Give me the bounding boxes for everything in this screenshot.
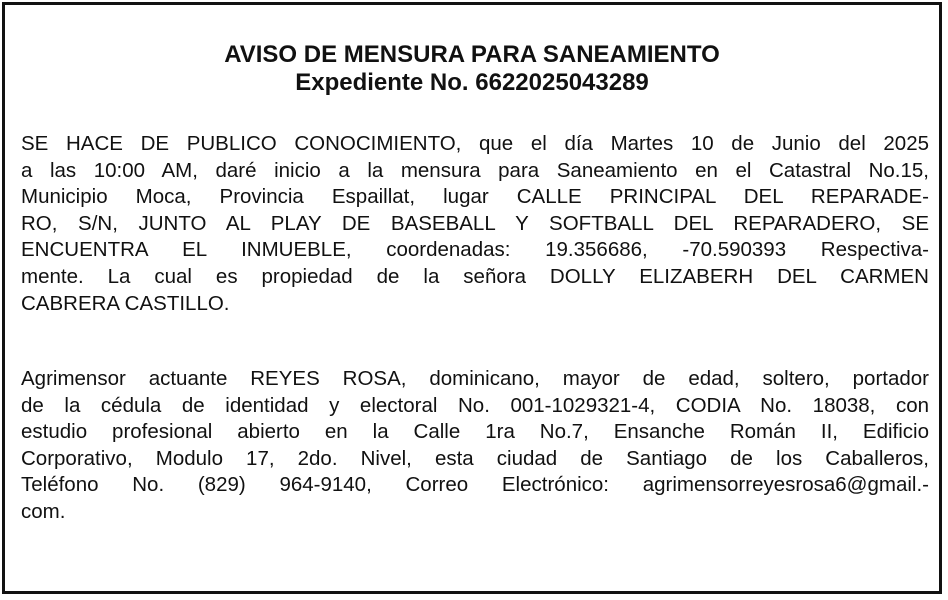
paragraph-line: Corporativo, Modulo 17, 2do. Nivel, esta ciudad de Santiago de los Caballeros,: [21, 446, 929, 470]
surveyor-paragraph: [21, 366, 929, 526]
paragraph-line: SE HACE DE PUBLICO CONOCIMIENTO, que el día Martes 10 de Junio del 2025: [21, 132, 929, 155]
notice-title: AVISO DE MENSURA PARA SANEAMIENTO: [224, 41, 720, 68]
paragraph-line: com.: [21, 499, 66, 523]
paragraph-line: estudio profesional abierto en la Calle 1ra No.7, Ensanche Román II, Edificio: [21, 420, 929, 444]
paragraph-line: Agrimensor actuante REYES ROSA, dominicano, mayor de edad, soltero, portador: [21, 367, 929, 390]
paragraph-line: de la cédula de identidad y electoral No. 001-1029321-4, CODIA No. 18038, con: [21, 393, 929, 417]
notice-heading: [5, 41, 939, 97]
paragraph-line: mente. La cual es propiedad de la señora DOLLY ELIZABERH DEL CARMEN: [21, 264, 929, 288]
expediente-number: Expediente No. 6622025043289: [295, 69, 649, 96]
paragraph-line: ENCUENTRA EL INMUEBLE, coordenadas: 19.356686, -70.590393 Respectiva-: [21, 238, 929, 262]
paragraph-line: RO, S/N, JUNTO AL PLAY DE BASEBALL Y SOFTBALL DEL REPARADERO, SE: [21, 211, 929, 235]
notice-frame: [2, 2, 942, 594]
paragraph-line: a las 10:00 AM, daré inicio a la mensura para Saneamiento en el Catastral No.15,: [21, 158, 929, 182]
announcement-paragraph: [21, 131, 929, 317]
paragraph-line: CABRERA CASTILLO.: [21, 291, 230, 315]
paragraph-line: Municipio Moca, Provincia Espaillat, lugar CALLE PRINCIPAL DEL REPARADE-: [21, 185, 929, 209]
paragraph-line: Teléfono No. (829) 964-9140, Correo Electrónico: agrimensorreyesrosa6@gmail.-: [21, 473, 929, 497]
